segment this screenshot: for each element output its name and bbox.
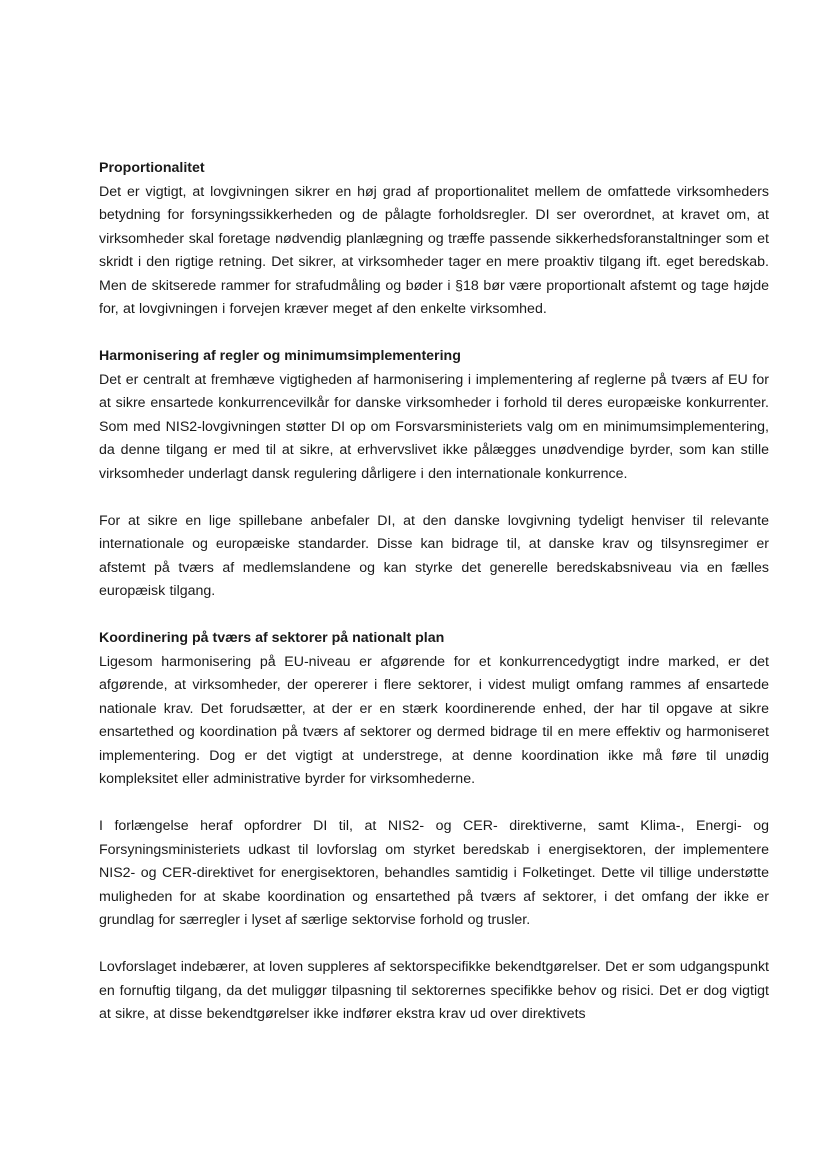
paragraph: Lovforslaget indebærer, at loven suppleres af sektorspecifikke bekendtgørelser. Det er som udgangspunkt en fornuftig tilgang, da det muliggør tilpasning til sektorernes specifikke behov og risici. Det er dog vigtigt at sikre, at disse bekendtgørelser ikke indfører ekstra krav ud over direktivets — [99, 959, 769, 1022]
paragraph: Det er centralt at fremhæve vigtigheden af harmonisering i implementering af reglerne på tværs af EU for at sikre ensartede konkurrencevilkår for danske virksomheder i forhold til deres europæiske konkurrenter. Som med NIS2-lovgivningen støtter DI op om Forsvarsministeriets valg om en minimumsimplementering, da denne tilgang er med til at sikre, at erhvervslivet ikke pålægges unødvendige byrder, som kan stille virksomheder underlagt dansk regulering dårligere i den internationale konkurrence. — [99, 371, 769, 482]
paragraph: Det er vigtigt, at lovgivningen sikrer en høj grad af proportionalitet mellem de omfattede virksomheders betydning for forsyningssikkerheden og de pålagte forholdsregler. DI ser overordnet, at kravet om, at virksomheder skal foretage nødvendig planlægning og træffe passende sikkerhedsforanstaltninger som et skridt i den rigtige retning. Det sikrer, at virksomheder tager en mere proaktiv tilgang ift. eget beredskab. Men de skitserede rammer for strafudmåling og bøder i §18 bør være proportionalt afstemt og tage højde for, at lovgivningen i forvejen kræver meget af den enkelte virksomhed. — [99, 183, 769, 317]
section-harmonisering — [99, 345, 769, 604]
section-proportionalitet — [99, 157, 769, 322]
section-koordinering — [99, 627, 769, 1027]
paragraph: For at sikre en lige spillebane anbefaler DI, at den danske lovgivning tydeligt henviser til relevante internationale og europæiske standarder. Disse kan bidrage til, at danske krav og tilsynsregimer er afstemt på tværs af medlemslandene og kan styrke det generelle beredskabsniveau via en fælles europæisk tilgang. — [99, 512, 769, 599]
paragraph: I forlængelse heraf opfordrer DI til, at NIS2- og CER- direktiverne, samt Klima-, Energi- og Forsyningsministeriets udkast til lovforslag om styrket beredskab i energisektoren, der implementere NIS2- og CER-direktivet for energisektoren, behandles samtidig i Folketinget. Dette vil tillige understøtte muligheden for at skabe koordination og ensartethed på tværs af sektorer, i det omfang der ikke er grundlag for særregler i lyset af særlige sektorvise forhold og trusler. — [99, 818, 769, 928]
paragraph: Ligesom harmonisering på EU-niveau er afgørende for et konkurrencedygtigt indre marked, er det afgørende, at virksomheder, der opererer i flere sektorer, i videst muligt omfang rammes af ensartede nationale krav. Det forudsætter, at der er en stærk koordinerende enhed, der har til opgave at sikre ensartethed og koordination på tværs af sektorer og dermed bidrage til en mere effektiv og harmoniseret implementering. Dog er det vigtigt at understrege, at denne koordination ikke må føre til unødig kompleksitet eller administrative byrder for virksomhederne. — [99, 653, 769, 787]
section-heading: Proportionalitet — [99, 160, 205, 176]
section-heading: Koordinering på tværs af sektorer på nationalt plan — [99, 630, 445, 646]
document-body — [99, 157, 769, 1050]
section-heading: Harmonisering af regler og minimumsimplementering — [99, 348, 461, 364]
